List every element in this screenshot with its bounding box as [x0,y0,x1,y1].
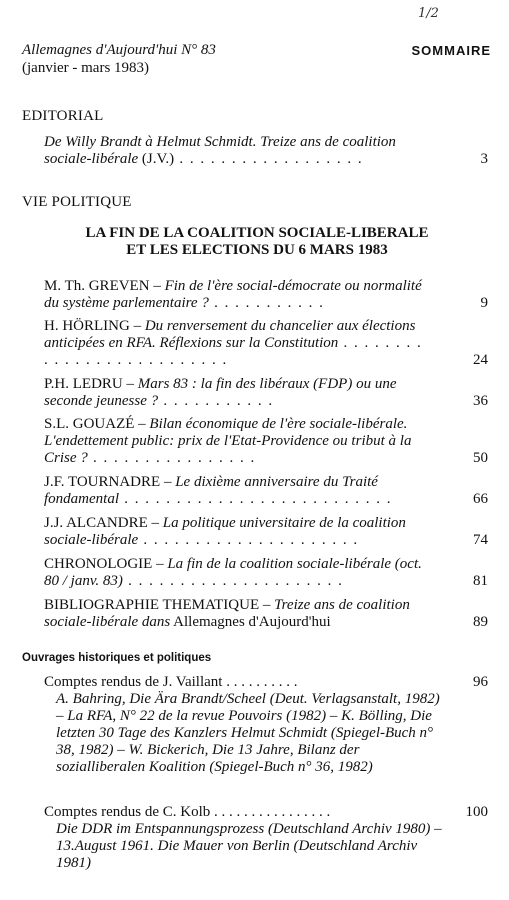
review-block-kolb[interactable] [44,804,444,872]
entry-author: S.L. GOUAZÉ [44,416,135,432]
toc-entry-bibliographie[interactable] [44,597,429,631]
entry-author: J.J. ALCANDRE [44,515,148,531]
leader-dots: . . . . . . . . . . [222,674,298,690]
entry-author: H. HÖRLING [44,318,130,334]
entry-author: BIBLIOGRAPHIE THEMATIQUE [44,597,260,613]
handwritten-page-mark: 1/2 [418,6,439,21]
entry-author: (J.V.) [138,151,175,167]
dossier-heading-line2: ET LES ELECTIONS DU 6 MARS 1983 [126,242,388,258]
page-number: 100 [465,804,488,820]
toc-entry-chronologie[interactable] [44,556,429,590]
entry-title: Le dixième anniversaire du Traité fondamental [44,474,378,507]
leader-dots: . . . . . . . . . . . . . . . . . . . . . [138,532,359,548]
leader-dots: . . . . . . . . . . . . . . . . . . [174,151,364,167]
review-books: A. Bahring, Die Ära Brandt/Scheel (Deut. Verlagsanstalt, 1982) – La RFA, N° 22 de la revue Pouvoirs (1982) – K. Bölling, Die letzten 30 Tage des Kanzlers Helmut Schmidt (Spiegel-Buch n° 38, 1982) – W. Bickerich, Die 13 Jahre, Bilanz der sozialliberalen Koalition (Spiegel-Buch n° 36, 1982) [56,691,440,775]
leader-dots: . . . . . . . . . . . . . . . . . . . . . . . . . . [119,491,392,507]
entry-title: Treize ans de coalition sociale-libérale dans [44,597,410,630]
sommaire-heading: SOMMAIRE [411,43,491,58]
page-number: 24 [473,352,488,368]
entry-title: Du renversement du chancelier aux élections anticipées en RFA. Réflexions sur la Constitution [44,318,416,351]
entry-author: CHRONOLOGIE [44,556,153,572]
leader-dots: . . . . . . . . . . . . . . . . [87,450,256,466]
toc-entry-greven[interactable] [44,278,429,312]
leader-dots: . . . . . . . . . . . . . . . . . . . . . [122,573,344,589]
toc-entry-alcandre[interactable] [44,515,429,549]
entry-sep: – [134,416,150,432]
review-books: Die DDR im Entspannungsprozess (Deutschland Archiv 1980) – 13.August 1961. Die Mauer von Berlin (Deutschland Archiv 1981) [56,821,442,871]
page-number: 9 [480,295,488,311]
toc-entry-editorial[interactable] [44,134,429,168]
toc-entry-tournadre[interactable] [44,474,429,508]
page-number: 96 [473,674,488,690]
entry-sep: – [160,474,176,490]
entry-title: La fin de la coalition sociale-libérale (oct. 80 / janv. 83) [44,556,422,589]
review-lead: Comptes rendus de J. Vaillant [44,674,223,690]
page-number: 66 [473,491,488,507]
page-number: 74 [473,532,488,548]
issue-date: (janvier - mars 1983) [22,60,150,76]
journal-header [22,41,216,77]
entry-sep: – [259,597,275,613]
dossier-heading [22,225,492,259]
review-block-vaillant[interactable] [44,674,444,776]
entry-title: Bilan économique de l'ère sociale-libérale. L'endettement public: prix de l'Etat-Providence ou tribut à la Crise ? [44,416,412,466]
entry-author: P.H. LEDRU [44,376,123,392]
entry-title: Mars 83 : la fin des libéraux (FDP) ou une seconde jeunesse ? [44,376,397,409]
dossier-heading-line1: LA FIN DE LA COALITION SOCIALE-LIBERALE [85,225,429,241]
section-vie-politique: VIE POLITIQUE [22,194,132,210]
entry-author: J.F. TOURNADRE [44,474,161,490]
review-lead: Comptes rendus de C. Kolb [44,804,211,820]
section-ouvrages: Ouvrages historiques et politiques [22,652,212,664]
entry-sep: – [129,318,145,334]
entry-title-tail: Allemagnes d'Aujourd'hui [170,614,331,630]
leader-dots: . . . . . . . . . . . . . . . . [210,804,331,820]
entry-title: De Willy Brandt à Helmut Schmidt. Treize ans de coalition sociale-libérale [44,134,396,167]
entry-title: Fin de l'ère social-démocrate ou normalité du système parlementaire ? [44,278,422,311]
toc-entry-ledru[interactable] [44,376,429,410]
leader-dots: . . . . . . . . . . . [208,295,325,311]
page-number: 36 [473,393,488,409]
entry-sep: – [122,376,138,392]
leader-dots: . . . . . . . . . . . [158,393,274,409]
toc-entry-horling[interactable] [44,318,429,369]
page-number: 89 [473,614,488,630]
entry-author: M. Th. GREVEN [44,278,150,294]
page-number: 50 [473,450,488,466]
toc-entry-gouaze[interactable] [44,416,429,467]
entry-sep: – [149,278,165,294]
entry-sep: – [147,515,163,531]
leader-dots: . . . . . . . . . . . . . . . . . . . . . . . . . . [44,335,423,368]
journal-title: Allemagnes d'Aujourd'hui N° 83 [22,42,216,58]
page-number: 81 [473,573,488,589]
page-number: 3 [480,151,488,167]
entry-title: La politique universitaire de la coalition sociale-libérale [44,515,406,548]
section-editorial: EDITORIAL [22,108,104,124]
entry-sep: – [152,556,168,572]
